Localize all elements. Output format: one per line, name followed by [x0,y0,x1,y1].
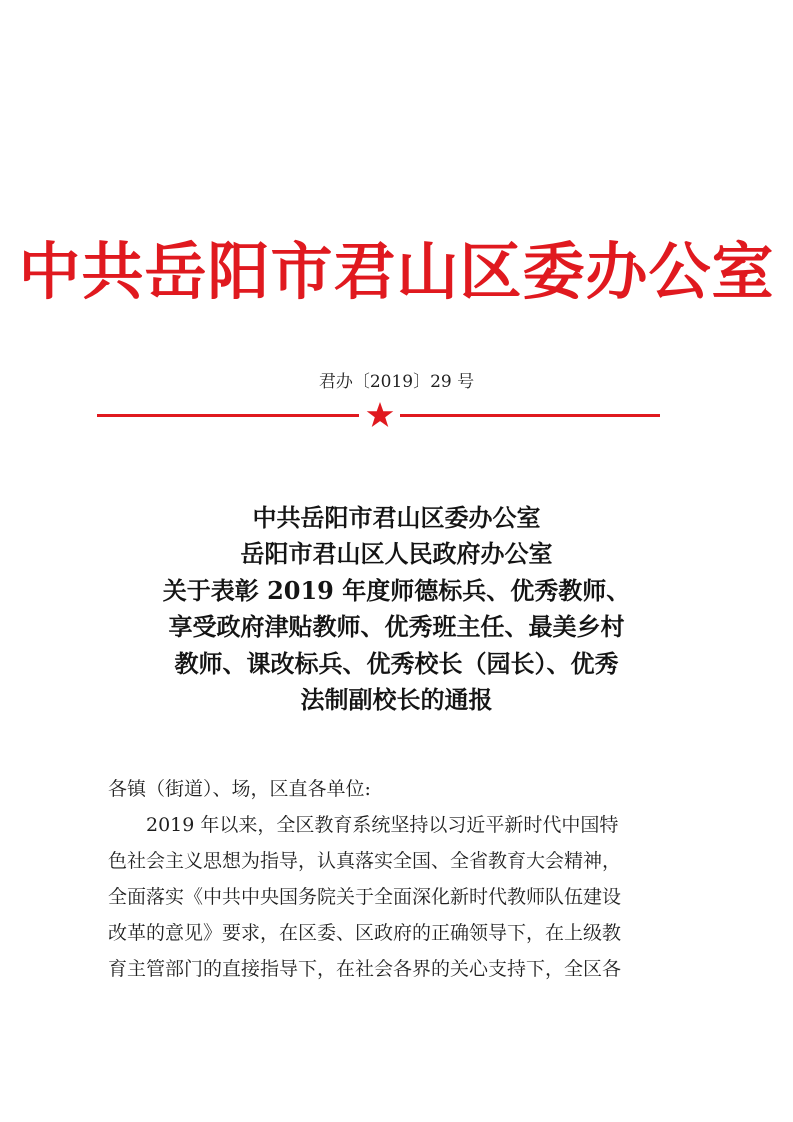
body-text [108,771,668,987]
title-line: 教师、课改标兵、优秀校长（园长）、优秀 [174,648,619,678]
paragraph-line: 色社会主义思想为指导，认真落实全国、全省教育大会精神， [108,850,622,872]
paragraph-line: 改革的意见》要求，在区委、区政府的正确领导下，在上级教 [108,922,622,944]
red-rule-left [97,414,359,417]
document-number: 君办〔2019〕29 号 [318,372,475,392]
title-line: 享受政府津贴教师、优秀班主任、最美乡村 [168,612,625,642]
paragraph-line: 育主管部门的直接指导下，在社会各界的关心支持下，全区各 [108,958,622,980]
title-line: 岳阳市君山区人民政府办公室 [240,539,553,569]
masthead-title: 中共岳阳市君山区委办公室 [18,235,775,308]
red-star-icon [366,401,394,429]
red-rule-right [400,414,660,417]
title-line: 中共岳阳市君山区委办公室 [252,503,541,532]
paragraph-line: 2019 年以来，全区教育系统坚持以习近平新时代中国特 [146,814,619,836]
title-line: 关于表彰 2019 年度师德标兵、优秀教师、 [162,575,631,605]
salutation: 各镇（街道）、场，区直各单位: [108,778,371,800]
notice-title [60,500,733,718]
title-line: 法制副校长的通报 [300,685,493,715]
paragraph-line: 全面落实《中共中央国务院关于全面深化新时代教师队伍建设 [108,886,622,908]
